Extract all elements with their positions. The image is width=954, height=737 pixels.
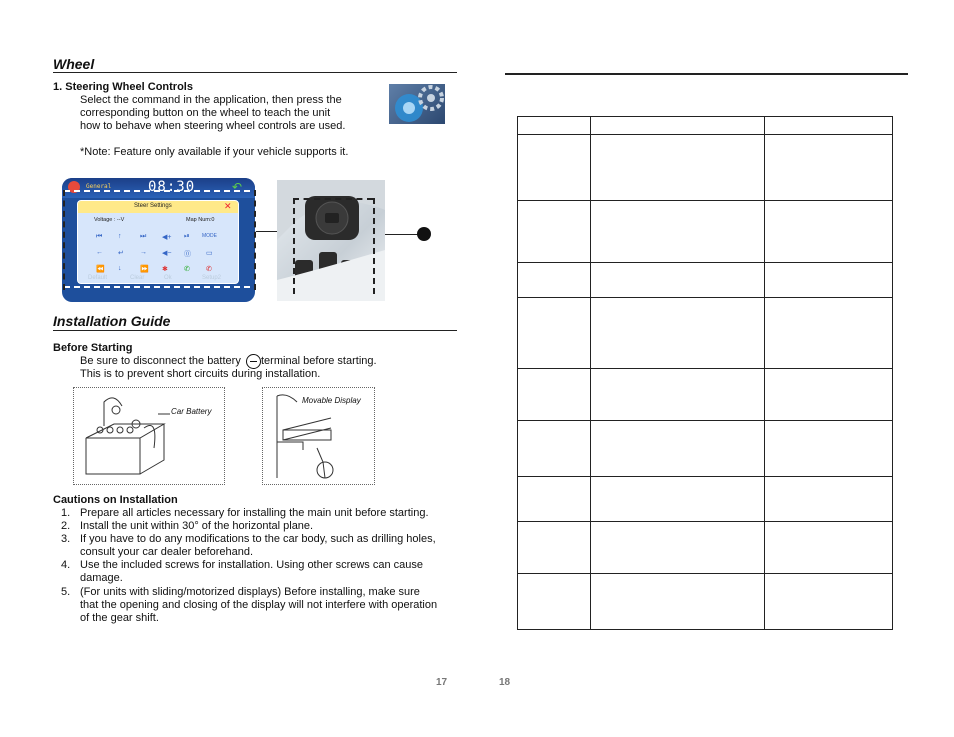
table-cell (518, 477, 591, 522)
page-number-right: 18 (499, 677, 511, 688)
next-track-icon[interactable]: ⏭ (140, 233, 147, 240)
arrow-left-icon[interactable]: ← (96, 249, 103, 256)
panel-title: Steer Settings (134, 203, 172, 209)
movable-display-label: Movable Display (302, 396, 361, 405)
battery-diagram (73, 387, 225, 485)
table-row (518, 263, 893, 298)
caution-num-1: 1. (61, 507, 71, 519)
table-cell (518, 522, 591, 574)
photo-frame-left (293, 198, 295, 294)
blank-table (517, 116, 893, 630)
volume-down-icon[interactable]: ◀− (162, 250, 172, 257)
back-arrow-icon[interactable]: ↶ (232, 180, 243, 194)
right-top-rule (505, 73, 908, 75)
steer-settings-screen (62, 178, 255, 302)
caution-5-line-3: of the gear shift. (80, 612, 159, 624)
caution-2-line-1: Install the unit within 30° of the horizontal plane. (80, 520, 314, 532)
caution-num-4: 4. (61, 559, 71, 571)
prev-track-icon[interactable]: ⏮ (96, 233, 103, 240)
table-cell (765, 263, 893, 298)
steering-line-2: corresponding button on the wheel to teach the unit (80, 107, 331, 119)
steering-wheel-photo (277, 180, 385, 301)
table-cell (591, 369, 765, 421)
table-row (518, 135, 893, 201)
caution-num-2: 2. (61, 520, 71, 532)
table-header-row (518, 117, 893, 135)
table-row (518, 522, 893, 574)
table-cell (518, 369, 591, 421)
before-starting-line1a: Be sure to disconnect the battery (80, 355, 241, 367)
table-cell (591, 298, 765, 369)
dashed-frame-left (63, 190, 65, 290)
section-rule (53, 72, 457, 73)
clear-button[interactable]: Clear (130, 275, 145, 281)
table-cell (765, 201, 893, 263)
close-icon[interactable]: ✕ (224, 201, 232, 211)
table-cell (765, 421, 893, 477)
table-cell (591, 574, 765, 630)
table-row (518, 574, 893, 630)
table-cell (765, 522, 893, 574)
caution-num-3: 3. (61, 533, 71, 545)
dashed-frame-right (254, 190, 256, 290)
table-cell (518, 135, 591, 201)
page-number-left: 17 (436, 677, 448, 688)
table-cell (591, 201, 765, 263)
mode-button[interactable]: MODE (202, 233, 217, 239)
ok-button[interactable]: Ok (164, 275, 172, 281)
table-cell (518, 117, 591, 135)
table-row (518, 477, 893, 522)
map-num-readout: Map Num:0 (186, 217, 215, 223)
before-starting-line1b: terminal before starting. (261, 355, 377, 367)
steer-settings-panel (77, 200, 239, 284)
photo-frame-top (293, 198, 373, 200)
installation-rule (53, 330, 457, 331)
arrow-right-icon[interactable]: → (140, 249, 147, 256)
car-battery-label: Car Battery (171, 407, 212, 416)
table-cell (765, 135, 893, 201)
movable-display-diagram (262, 387, 375, 485)
table-cell (591, 522, 765, 574)
caution-num-5: 5. (61, 586, 71, 598)
table-cell (518, 574, 591, 630)
table-cell (765, 574, 893, 630)
section-title-wheel: Wheel (53, 56, 95, 72)
volume-up-icon[interactable]: ◀+ (162, 234, 172, 241)
table-row (518, 369, 893, 421)
before-starting-line2: This is to prevent short circuits during installation. (80, 368, 321, 380)
section-title-installation: Installation Guide (53, 313, 171, 329)
table-cell (765, 117, 893, 135)
table-cell (518, 263, 591, 298)
power-icon[interactable]: ⓪ (184, 251, 191, 258)
screen-general-label: General (86, 183, 112, 190)
photo-frame-right (373, 198, 375, 294)
mute-icon[interactable]: ✱ (162, 266, 168, 273)
connector-line-right (382, 234, 418, 235)
negative-terminal-icon (246, 354, 261, 369)
caution-3-line-2: consult your car dealer beforehand. (80, 546, 254, 558)
enter-icon[interactable]: ↵ (118, 250, 124, 257)
fast-forward-icon[interactable]: ⏩ (140, 266, 149, 273)
rect-icon[interactable]: ▭ (206, 250, 213, 257)
arrow-down-icon[interactable]: ↓ (118, 265, 122, 272)
call-end-icon[interactable]: ✆ (206, 266, 212, 273)
cautions-heading: Cautions on Installation (53, 494, 178, 506)
table-row (518, 298, 893, 369)
gear-settings-image (389, 84, 445, 124)
caution-4-line-2: damage. (80, 572, 123, 584)
caution-4-line-1: Use the included screws for installation. Using other screws can cause (80, 559, 423, 571)
steering-line-3: how to behave when steering wheel controls are used. (80, 120, 346, 132)
table-cell (591, 135, 765, 201)
rewind-icon[interactable]: ⏪ (96, 266, 105, 273)
default-button[interactable]: Default (88, 275, 108, 281)
caution-3-line-1: If you have to do any modifications to the car body, such as drilling holes, (80, 533, 436, 545)
call-answer-icon[interactable]: ✆ (184, 266, 190, 273)
table-cell (518, 421, 591, 477)
table-cell (591, 117, 765, 135)
steering-note: *Note: Feature only available if your vehicle supports it. (80, 146, 349, 158)
table-cell (518, 298, 591, 369)
voltage-readout: Voltage : --V (94, 217, 125, 223)
caution-5-line-2: that the opening and closing of the display will not interfere with operation (80, 599, 438, 611)
callout-dot (417, 227, 431, 241)
table-row (518, 201, 893, 263)
caution-1-line-1: Prepare all articles necessary for installing the main unit before starting. (80, 507, 429, 519)
table-cell (591, 477, 765, 522)
steering-heading: 1. Steering Wheel Controls (53, 81, 193, 93)
table-cell (765, 298, 893, 369)
screen-clock: 08:30 (148, 179, 196, 195)
before-starting-heading: Before Starting (53, 342, 133, 354)
dashed-frame-bottom (64, 286, 250, 288)
setup2-button[interactable]: Setup2 (202, 275, 222, 281)
table-row (518, 421, 893, 477)
table-cell (591, 421, 765, 477)
table-cell (591, 263, 765, 298)
table-cell (765, 477, 893, 522)
play-pause-icon[interactable]: ⏯ (184, 233, 190, 240)
steering-line-1: Select the command in the application, then press the (80, 94, 342, 106)
table-cell (518, 201, 591, 263)
dashed-frame-top (64, 190, 250, 192)
arrow-up-icon[interactable]: ↑ (118, 233, 122, 240)
caution-5-line-1: (For units with sliding/motorized displays) Before installing, make sure (80, 586, 420, 598)
table-cell (765, 369, 893, 421)
